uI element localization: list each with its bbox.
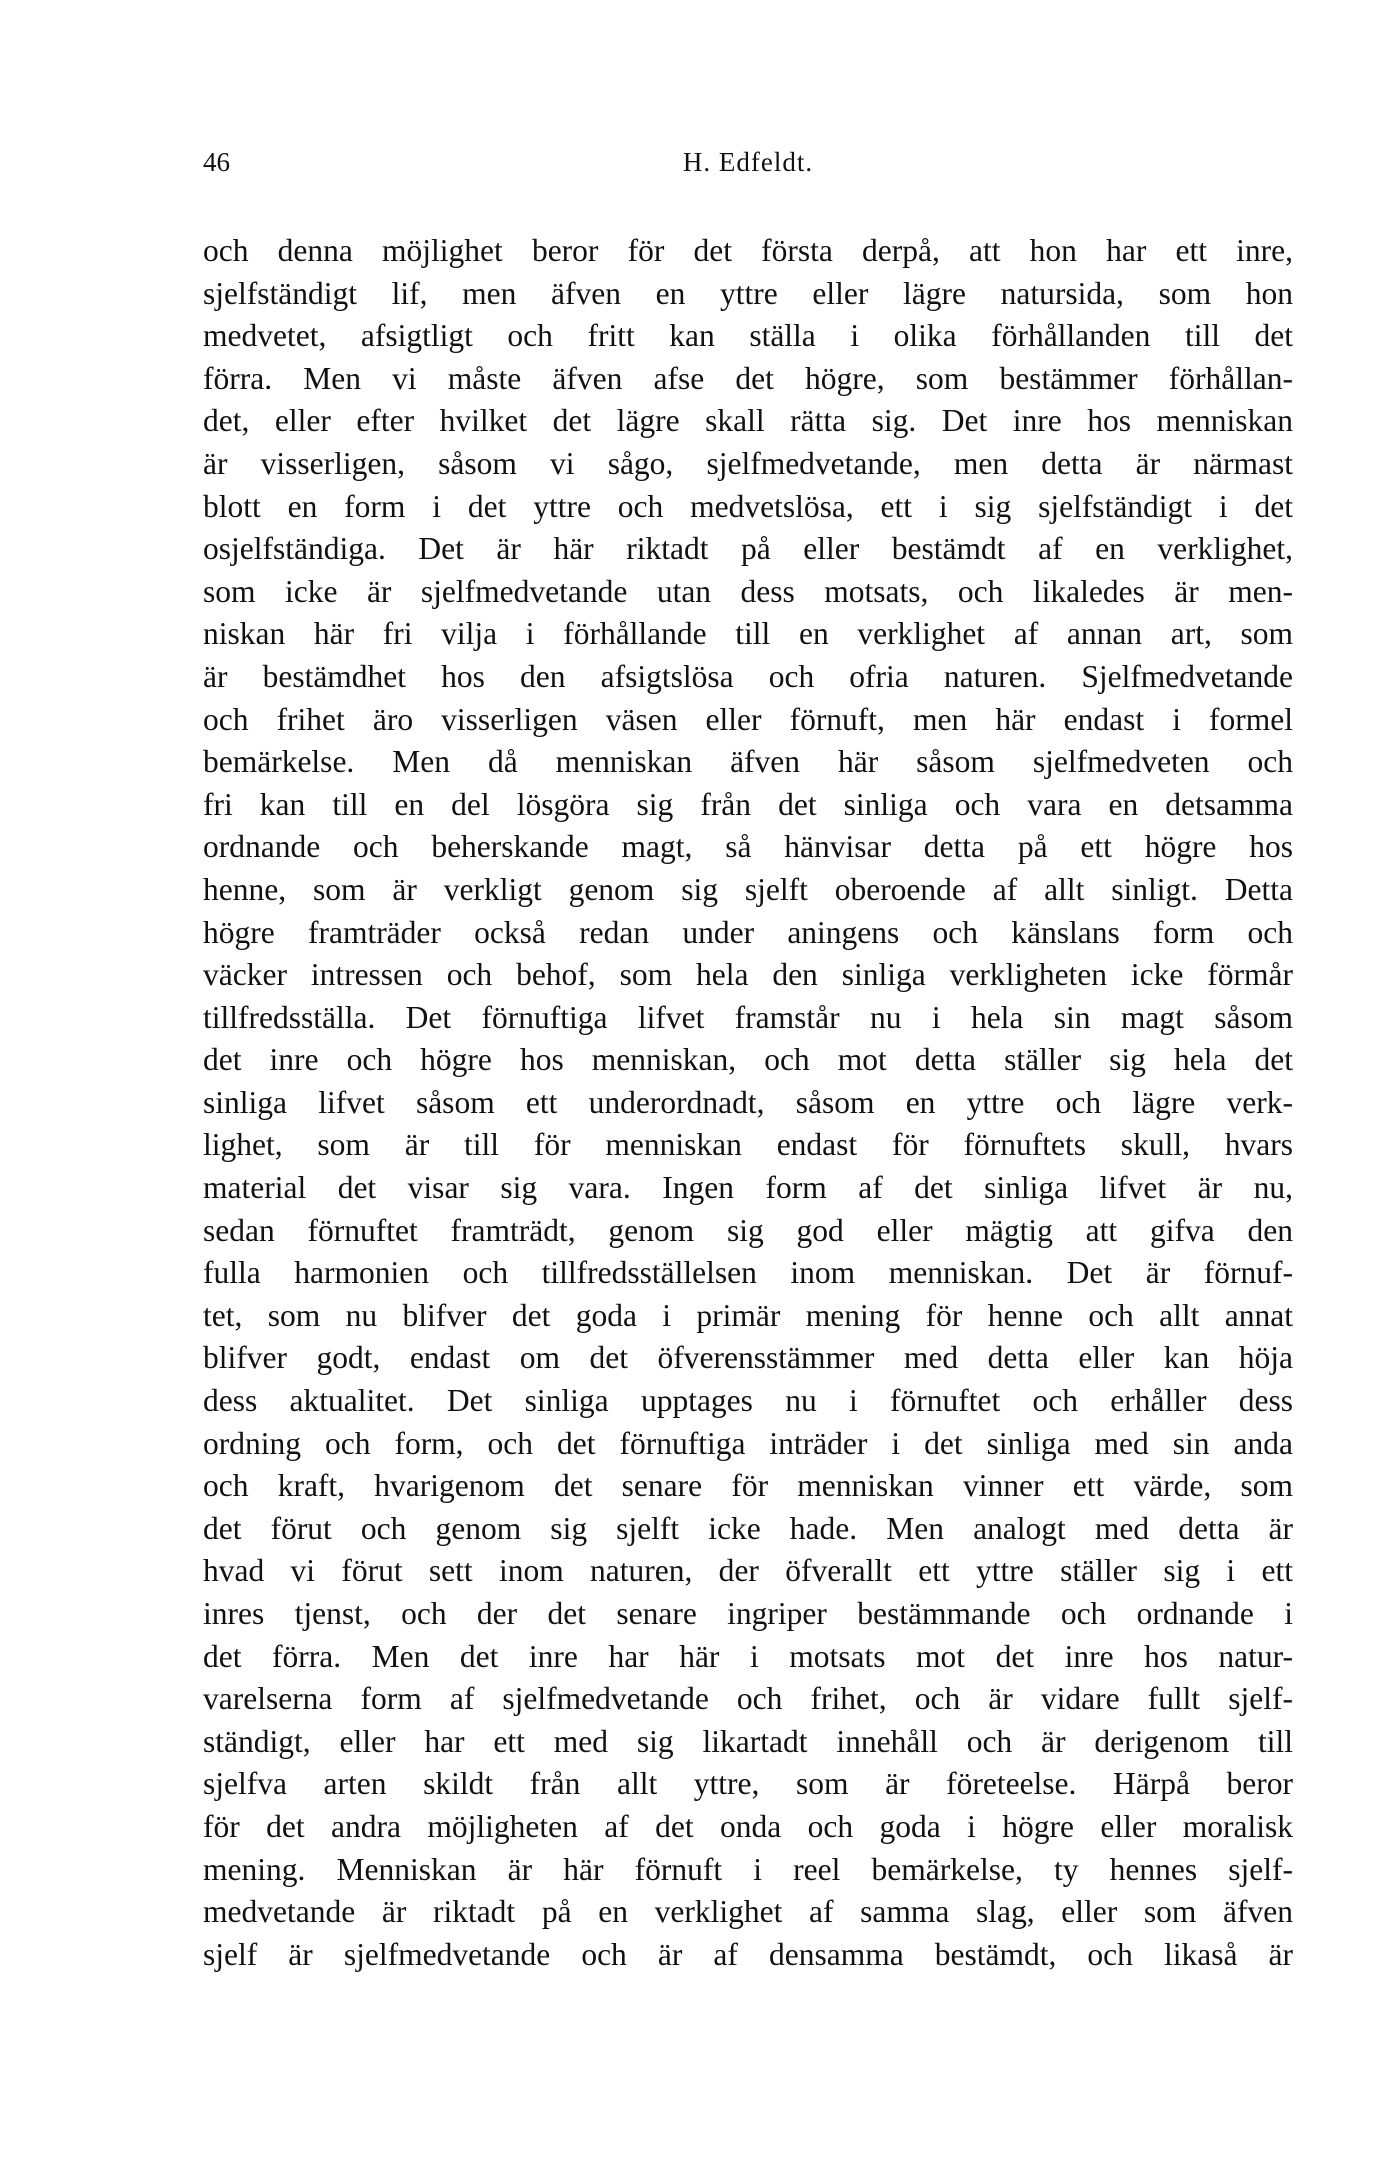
text-line: det förra. Men det inre har här i motsats mot det inre hos natur- [203, 1638, 1293, 1674]
text-line: varelserna form af sjelfmedvetande och frihet, och är vidare fullt sjelf- [203, 1681, 1293, 1717]
text-line: bemärkelse. Men då menniskan äfven här såsom sjelfmedveten och [203, 744, 1293, 780]
text-line: väcker intressen och behof, som hela den sinliga verkligheten icke förmår [203, 957, 1293, 993]
text-line: inres tjenst, och der det senare ingriper bestämmande och ordnande i [203, 1596, 1293, 1631]
text-line: medvetet, afsigtligt och fritt kan ställa i olika förhållanden till det [203, 318, 1293, 354]
text-line: hvad vi förut sett inom naturen, der öfverallt ett yttre ställer sig i ett [203, 1553, 1293, 1589]
text-line: ständigt, eller har ett med sig likartadt innehåll och är derigenom till [203, 1723, 1293, 1759]
text-line: är bestämdhet hos den afsigtslösa och ofria naturen. Sjelfmedvetande [203, 658, 1293, 694]
text-line: som icke är sjelfmedvetande utan dess motsats, och likaledes är men- [203, 573, 1293, 609]
text-line: det, eller efter hvilket det lägre skall rätta sig. Det inre hos menniskan [203, 403, 1293, 439]
text-line: blott en form i det yttre och medvetslösa, ett i sig sjelfständigt i det [203, 488, 1293, 524]
text-line: är visserligen, såsom vi sågo, sjelfmedvetande, men detta är närmast [203, 445, 1293, 481]
text-line: ordnande och beherskande magt, så hänvisar detta på ett högre hos [203, 829, 1293, 865]
text-line: förra. Men vi måste äfven afse det högre, som bestämmer förhållan- [203, 360, 1293, 396]
text-line: sinliga lifvet såsom ett underordnadt, såsom en yttre och lägre verk- [203, 1084, 1293, 1120]
text-line: sjelf är sjelfmedvetande och är af densamma bestämdt, och likaså är [203, 1936, 1293, 1972]
text-line: sedan förnuftet framträdt, genom sig god eller mägtig att gifva den [203, 1212, 1293, 1248]
text-line: och denna möjlighet beror för det första derpå, att hon har ett inre, [203, 233, 1293, 268]
text-line: mening. Menniskan är här förnuft i reel bemärkelse, ty hennes sjelf- [203, 1851, 1293, 1887]
text-line: ordning och form, och det förnuftiga inträder i det sinliga med sin anda [203, 1425, 1293, 1461]
text-line: osjelfständiga. Det är här riktadt på eller bestämdt af en verklighet, [203, 531, 1293, 567]
text-line: och kraft, hvarigenom det senare för menniskan vinner ett värde, som [203, 1468, 1293, 1504]
running-head: H. Edfeldt. [682, 147, 814, 177]
page-header [203, 142, 1293, 182]
text-line: fri kan till en del lösgöra sig från det sinliga och vara en detsamma [203, 786, 1293, 822]
text-line: fulla harmonien och tillfredsställelsen inom menniskan. Det är förnuf- [203, 1255, 1293, 1291]
text-line: tet, som nu blifver det goda i primär mening för henne och allt annat [203, 1297, 1293, 1333]
page-number: 46 [203, 147, 230, 177]
text-line: det inre och högre hos menniskan, och mot detta ställer sig hela det [203, 1042, 1293, 1078]
text-line: sjelfständigt lif, men äfven en yttre eller lägre natursida, som hon [203, 275, 1293, 311]
body-text [203, 230, 1293, 1976]
text-line: medvetande är riktadt på en verklighet af samma slag, eller som äfven [203, 1894, 1293, 1930]
text-line: niskan här fri vilja i förhållande till en verklighet af annan art, som [203, 616, 1293, 652]
text-line: tillfredsställa. Det förnuftiga lifvet framstår nu i hela sin magt såsom [203, 999, 1293, 1035]
text-line: henne, som är verkligt genom sig sjelft oberoende af allt sinligt. Detta [203, 871, 1293, 907]
text-line: blifver godt, endast om det öfverensstämmer med detta eller kan höja [203, 1340, 1293, 1376]
text-line: lighet, som är till för menniskan endast för förnuftets skull, hvars [203, 1127, 1293, 1163]
text-line: sjelfva arten skildt från allt yttre, som är företeelse. Härpå beror [203, 1766, 1293, 1802]
text-line: dess aktualitet. Det sinliga upptages nu i förnuftet och erhåller dess [203, 1383, 1293, 1419]
text-line: för det andra möjligheten af det onda och goda i högre eller moralisk [203, 1808, 1293, 1844]
text-line: material det visar sig vara. Ingen form af det sinliga lifvet är nu, [203, 1170, 1293, 1206]
text-line: och frihet äro visserligen väsen eller förnuft, men här endast i formel [203, 701, 1293, 737]
text-line: det förut och genom sig sjelft icke hade. Men analogt med detta är [203, 1510, 1293, 1546]
text-line: högre framträder också redan under aningens och känslans form och [203, 914, 1293, 950]
